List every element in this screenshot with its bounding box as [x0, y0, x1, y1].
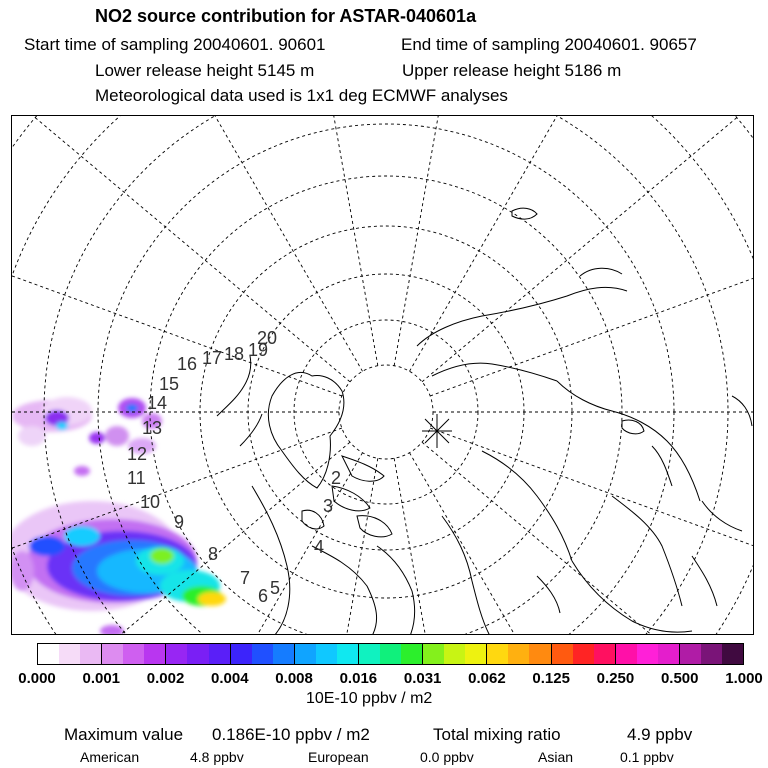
color-swatch [658, 644, 679, 664]
trajectory-label-12: 12 [127, 444, 148, 464]
start-time-text: Start time of sampling 20040601. 90601 [24, 35, 326, 54]
color-swatch [358, 644, 380, 664]
trajectory-label-18: 18 [224, 344, 245, 364]
color-swatch [187, 644, 208, 664]
region-american-value: 4.8 ppbv [190, 749, 244, 765]
total-mixing-ratio-label: Total mixing ratio [433, 725, 561, 744]
trajectory-label-2: 2 [331, 468, 342, 488]
color-swatch [486, 644, 508, 664]
lower-release-height-text: Lower release height 5145 m [95, 61, 315, 80]
color-swatch [551, 644, 573, 664]
color-swatch [594, 644, 615, 664]
color-swatch [508, 644, 529, 664]
color-scale-tick-label: 0.000 [18, 670, 56, 687]
meridian-line [410, 116, 755, 371]
meridian-line [422, 442, 754, 635]
polar-map [11, 115, 754, 635]
color-scale-bar [37, 643, 744, 665]
trajectory-label-3: 3 [323, 496, 334, 516]
color-swatch [294, 644, 316, 664]
trajectory-label-8: 8 [208, 544, 219, 564]
color-scale-tick-label: 0.125 [532, 670, 570, 687]
color-swatch [230, 644, 252, 664]
color-swatch [337, 644, 358, 664]
max-value-label: Maximum value [64, 725, 184, 744]
region-asian-label: Asian [538, 749, 574, 765]
color-scale-tick-label: 0.031 [403, 670, 442, 687]
trajectory-label-9: 9 [174, 512, 185, 532]
color-swatch [444, 644, 465, 664]
color-scale-tick-label: 0.001 [82, 670, 121, 687]
color-swatch [209, 644, 230, 664]
color-scale-tick-label: 0.016 [339, 670, 378, 687]
color-swatch [80, 644, 101, 664]
trajectory-label-20: 20 [257, 328, 278, 348]
meridian-line [394, 116, 542, 366]
color-scale-tick-label: 0.004 [211, 670, 249, 687]
color-swatch [101, 644, 123, 664]
region-european-value: 0.0 ppbv [420, 749, 474, 765]
color-scale-unit: 10E-10 ppbv / m2 [306, 690, 433, 707]
trajectory-label-10: 10 [140, 492, 161, 512]
trajectory-label-17: 17 [202, 348, 223, 368]
color-swatch [701, 644, 722, 664]
color-scale-tick-label: 0.002 [146, 670, 185, 687]
no2-plume [12, 397, 226, 635]
color-swatch [38, 644, 59, 664]
trajectory-label-7: 7 [240, 568, 251, 588]
total-mixing-ratio-value: 4.9 ppbv [627, 725, 693, 744]
trajectory-label-16: 16 [177, 354, 198, 374]
trajectory-label-14: 14 [147, 393, 168, 413]
color-swatch [615, 644, 637, 664]
color-swatch [316, 644, 337, 664]
color-swatch [722, 644, 743, 664]
trajectory-label-15: 15 [159, 374, 180, 394]
trajectory-label-13: 13 [142, 418, 163, 438]
region-asian-value: 0.1 ppbv [620, 749, 674, 765]
color-swatch [273, 644, 294, 664]
trajectory-label-5: 5 [270, 578, 281, 598]
meridian-line [430, 116, 754, 396]
color-swatch [123, 644, 144, 664]
meridian-line [422, 116, 754, 382]
max-value: 0.186E-10 ppbv / m2 [212, 725, 370, 744]
color-scale-tick-label: 0.008 [275, 670, 313, 687]
color-swatch [165, 644, 187, 664]
met-data-text: Meteorological data used is 1x1 deg ECMWF analyses [95, 86, 508, 105]
color-swatch [380, 644, 401, 664]
color-swatch [401, 644, 422, 664]
upper-release-height-text: Upper release height 5186 m [402, 61, 622, 80]
meridian-line [12, 116, 350, 382]
color-swatch [252, 644, 273, 664]
color-scale-tick-label: 0.500 [660, 670, 699, 687]
meridian-line [12, 116, 363, 371]
region-european-label: European [308, 749, 369, 765]
trajectory-label-19: 19 [248, 340, 269, 360]
map-title: NO2 source contribution for ASTAR-040601a [95, 6, 477, 26]
color-swatch [465, 644, 486, 664]
trajectory-label-11: 11 [127, 468, 146, 488]
meridian-line [230, 116, 378, 366]
color-swatch [637, 644, 658, 664]
color-scale-tick-label: 1.000 [725, 670, 763, 687]
map-svg [12, 116, 754, 635]
trajectory-label-6: 6 [258, 586, 269, 606]
color-swatch [422, 644, 444, 664]
coastlines [217, 208, 752, 635]
color-swatch [679, 644, 701, 664]
release-point-marker [422, 414, 452, 448]
color-swatch [144, 644, 165, 664]
color-scale-tick-label: 0.062 [468, 670, 506, 687]
color-swatch [573, 644, 594, 664]
end-time-text: End time of sampling 20040601. 90657 [401, 35, 697, 54]
color-swatch [529, 644, 550, 664]
color-scale-tick-label: 0.250 [596, 670, 635, 687]
color-swatch [59, 644, 80, 664]
meridian-line [430, 428, 754, 635]
region-american-label: American [80, 749, 140, 765]
trajectory-label-4: 4 [314, 537, 325, 557]
